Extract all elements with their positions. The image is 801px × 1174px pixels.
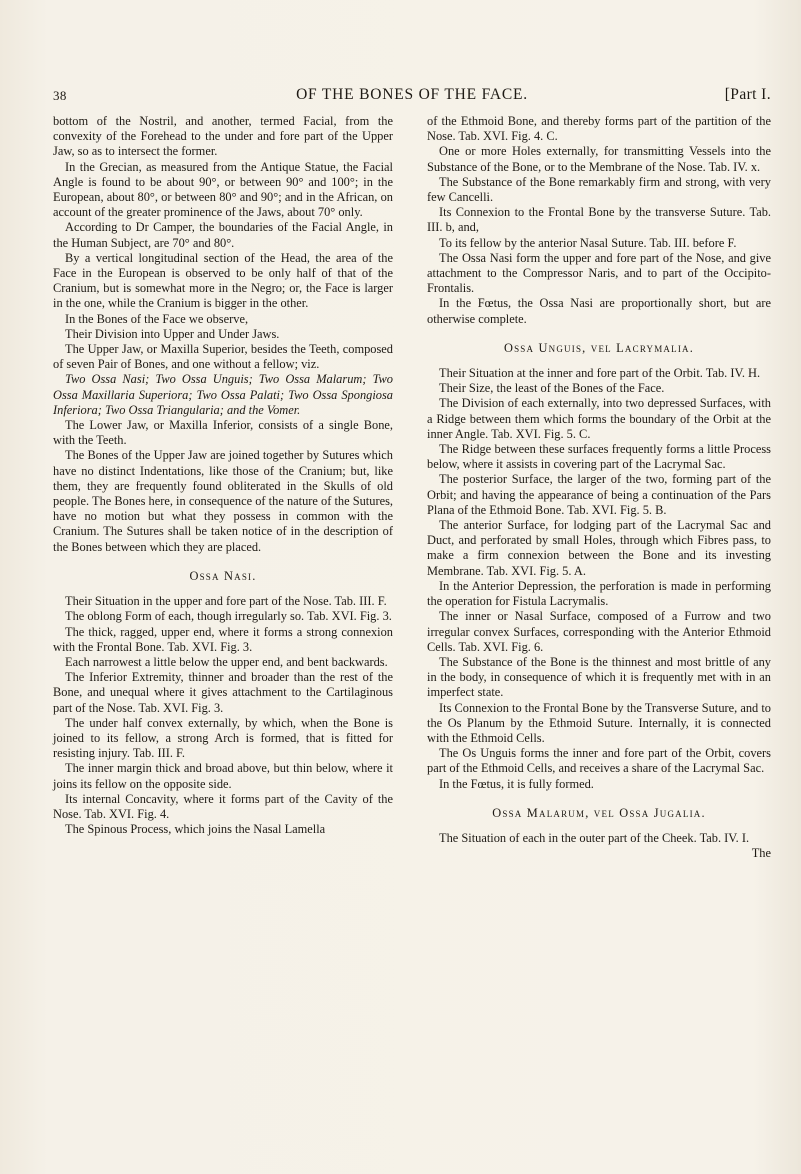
paragraph: The oblong Form of each, though irregularly so. Tab. XVI. Fig. 3. bbox=[65, 609, 392, 624]
paragraph: of the Ethmoid Bone, and thereby forms part of the partition of the Nose. Tab. XVI. Fig. 4. C. bbox=[427, 114, 771, 144]
part-label: [Part I. bbox=[724, 86, 771, 103]
paragraph: The Substance of the Bone remarkably firm and strong, with very few Cancelli. bbox=[427, 174, 771, 205]
paragraph: bottom of the Nostril, and another, termed Facial, from the convexity of the Forehead to the under and fore part of the Upper Jaw, so as to intersect the former. bbox=[53, 114, 393, 159]
paragraph: The Substance of the Bone is the thinnest and most brittle of any in the body, in consequence of which it is frequently met with in an imperfect state. bbox=[427, 654, 771, 700]
paragraph: The anterior Surface, for lodging part of the Lacrymal Sac and Duct, and perforated by small Holes, through which Fibres pass, to make a firm connexion between the Bone and its investing Membrane. Tab. XVI. Fig. 5. A. bbox=[427, 518, 771, 578]
paragraph: The Os Unguis forms the inner and fore part of the Orbit, covers part of the Ethmoid Cells, and receives a share of the Lacrymal Sac. bbox=[427, 746, 771, 776]
paragraph: The thick, ragged, upper end, where it forms a strong connexion with the Frontal Bone. Tab. XVI. Fig. 3. bbox=[53, 624, 393, 654]
paragraph: The inner margin thick and broad above, but thin below, where it joins its fellow on the opposite side. bbox=[53, 761, 393, 791]
paragraph: The Spinous Process, which joins the Nasal Lamella bbox=[65, 822, 326, 837]
paragraph: The Division of each externally, into two depressed Surfaces, with a Ridge between them which forms the boundary of the Orbit at the inner Angle. Tab. XVI. Fig. 5. C. bbox=[427, 396, 771, 441]
section-heading-ossa-malarum: Ossa Malarum, vel Ossa Jugalia. bbox=[492, 805, 706, 820]
right-column bbox=[427, 114, 771, 861]
paragraph: By a vertical longitudinal section of the Head, the area of the Face in the European is observed to be only half of that of the Cranium, but is somewhat more in the Negro; or, the Face is larger in the one, while the Cranium is bigger in the other. bbox=[53, 250, 393, 311]
paragraph: Their Size, the least of the Bones of the Face. bbox=[439, 381, 665, 396]
paragraph: According to Dr Camper, the boundaries of the Facial Angle, in the Human Subject, are 70° and 80°. bbox=[53, 220, 393, 250]
paragraph: In the Grecian, as measured from the Antique Statue, the Facial Angle is found to be about 90°, or between 90° and 100°; in the European, about 80°, or between 80° and 90°; and in the African, on account of the greater prominence of the Jaws, about 70° only. bbox=[53, 159, 393, 220]
paragraph: The under half convex externally, by which, when the Bone is joined to its fellow, a strong Arch is formed, that is fitted for resisting injury. Tab. III. F. bbox=[53, 715, 393, 761]
running-title: OF THE BONES OF THE FACE. bbox=[296, 86, 528, 103]
page-number: 38 bbox=[53, 88, 67, 103]
paragraph: Their Situation in the upper and fore part of the Nose. Tab. III. F. bbox=[65, 594, 387, 609]
section-heading-ossa-unguis: Ossa Unguis, vel Lacrymalia. bbox=[503, 340, 695, 355]
paragraph: To its fellow by the anterior Nasal Suture. Tab. III. before F. bbox=[439, 235, 737, 250]
left-column bbox=[53, 114, 393, 837]
paragraph: One or more Holes externally, for transmitting Vessels into the Substance of the Bone, or to the Membrane of the Nose. Tab. IV. x. bbox=[427, 144, 771, 174]
paragraph: The Ridge between these surfaces frequently forms a little Process below, where it assists in covering part of the Lacrymal Sac. bbox=[427, 442, 771, 472]
paragraph: Its internal Concavity, where it forms part of the Cavity of the Nose. Tab. XVI. Fig. 4. bbox=[53, 791, 393, 821]
paragraph: In the Anterior Depression, the perforation is made in performing the operation for Fistula Lacrymalis. bbox=[427, 578, 771, 609]
section-heading-ossa-nasi: Ossa Nasi. bbox=[189, 568, 257, 583]
paragraph: The Situation of each in the outer part of the Cheek. Tab. IV. I. bbox=[439, 830, 750, 845]
paragraph: The Upper Jaw, or Maxilla Superior, besides the Teeth, composed of seven Pair of Bones, and one without a fellow; viz. bbox=[53, 342, 393, 372]
paragraph: In the Bones of the Face we observe, bbox=[65, 311, 249, 326]
page-header bbox=[53, 86, 771, 108]
paragraph: Their Situation at the inner and fore part of the Orbit. Tab. IV. H. bbox=[439, 366, 761, 381]
paragraph: The inner or Nasal Surface, composed of a Furrow and two irregular convex Surfaces, corresponding with the Anterior Ethmoid Cells. Tab. XVI. Fig. 6. bbox=[427, 609, 771, 654]
paragraph: Its Connexion to the Frontal Bone by the Transverse Suture, and to the Os Planum by the Ethmoid Suture. Internally, it is connected with the Ethmoid Cells. bbox=[427, 700, 771, 745]
paragraph: Its Connexion to the Frontal Bone by the transverse Suture. Tab. III. b, and, bbox=[427, 205, 771, 235]
paragraph: In the Fœtus, the Ossa Nasi are proportionally short, but are otherwise complete. bbox=[427, 296, 771, 326]
paragraph: The Bones of the Upper Jaw are joined together by Sutures which have no distinct Indentations, like those of the Cranium; but, like them, they are frequently found obliterated in the Skulls of old people. The Bones here, in consequence of the nature of the Sutures, have no motion but what they possess in common with the Cranium. The Sutures shall be taken notice of in the description of the Bones between which they are placed. bbox=[53, 448, 393, 554]
paragraph: In the Fœtus, it is fully formed. bbox=[439, 776, 594, 791]
paragraph: The posterior Surface, the larger of the two, forming part of the Orbit; and having the appearance of being a continuation of the Pars Plana of the Ethmoid Bone. Tab. XVI. Fig. 5. B. bbox=[427, 472, 771, 517]
paragraph: Each narrowest a little below the upper end, and bent backwards. bbox=[65, 654, 388, 669]
paragraph: The Lower Jaw, or Maxilla Inferior, consists of a single Bone, with the Teeth. bbox=[53, 418, 393, 448]
paragraph: Their Division into Upper and Under Jaws. bbox=[65, 326, 280, 341]
paragraph: The Ossa Nasi form the upper and fore part of the Nose, and give attachment to the Compressor Naris, and to part of the Occipito-Frontalis. bbox=[427, 250, 771, 296]
catchword: The bbox=[751, 846, 771, 861]
paragraph: Two Ossa Nasi; Two Ossa Unguis; Two Ossa Malarum; Two Ossa Maxillaria Superiora; Two Ossa Palati; Two Ossa Spongiosa Inferiora; Two Ossa Triangularia; and the Vomer. bbox=[53, 372, 393, 417]
paragraph: The Inferior Extremity, thinner and broader than the rest of the Bone, and unequal where it gives attachment to the Cartilaginous part of the Nose. Tab. XVI. Fig. 3. bbox=[53, 670, 393, 715]
